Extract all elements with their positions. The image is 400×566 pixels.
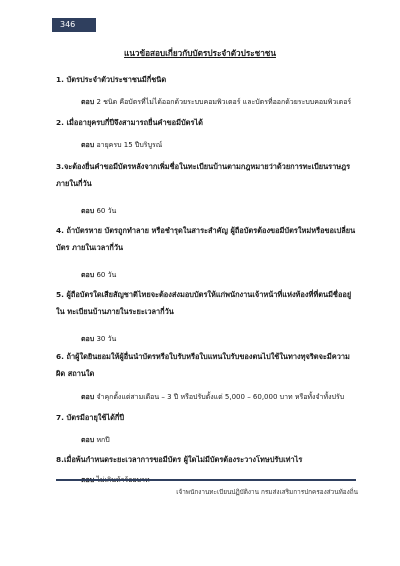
answer [81, 96, 356, 108]
page-title: แนวข้อสอบเกี่ยวกับบัตรประจำตัวประชาชน [124, 48, 276, 58]
footer-text: เจ้าพนักงานทะเบียนปฏิบัติงาน กรมส่งเสริมการปกครองส่วนท้องถิ่น [176, 488, 358, 496]
qa-item-4 [56, 222, 356, 281]
question: 8.เมื่อพ้นกำหนดระยะเวลาการขอมีบัตร ผู้ใดไม่มีบัตรต้องระวางโทษปรับเท่าไร [56, 455, 303, 464]
answer [81, 333, 356, 345]
answer-text: หกปี [96, 436, 110, 444]
answer-label: ตอบ [81, 393, 95, 401]
question: 2. เมื่ออายุครบกี่ปีจึงสามารถยื่นคำขอมีบัตรได้ [56, 118, 203, 127]
footer-divider [56, 479, 356, 481]
answer [81, 269, 356, 281]
answer-text: 60 วัน [96, 207, 117, 215]
answer-text: 2 ชนิด คือบัตรที่ไม่ได้ออกด้วยระบบคอมพิวเตอร์ และบัตรที่ออกด้วยระบบคอมพิวเตอร์ [96, 98, 352, 106]
answer-text: 60 วัน [96, 271, 117, 279]
qa-item-2 [56, 114, 356, 151]
answer [81, 139, 356, 151]
question: 6. ถ้าผู้ใดยินยอมให้ผู้อื่นนำบัตรหรือใบรับหรือใบแทนใบรับของตนไปใช้ในทางทุจริตจะมีความผิด สถานใด [56, 352, 350, 378]
answer-label: ตอบ [81, 207, 95, 215]
question: 3.จะต้องยื่นคำขอมีบัตรหลังจากเพิ่มชื่อในทะเบียนบ้านตามกฎหมายว่าด้วยการทะเบียนราษฎร ภายในกี่วัน [56, 162, 351, 188]
answer-label: ตอบ [81, 436, 95, 444]
qa-item-7 [56, 409, 356, 446]
answer [81, 434, 356, 446]
qa-item-3 [56, 158, 356, 217]
qa-item-5 [56, 286, 356, 345]
answer-text: อายุครบ 15 ปีบริบูรณ์ [96, 141, 163, 149]
qa-item-1 [56, 71, 356, 108]
question: 1. บัตรประจำตัวประชาชนมีกี่ชนิด [56, 75, 167, 84]
page-number: 346 [52, 18, 96, 32]
answer-text: 30 วัน [96, 335, 117, 343]
question: 5. ผู้ถือบัตรใดเสียสัญชาติไทยจะต้องส่งมอบบัตรให้แก่พนักงานเจ้าหน้าที่แห่งท้องที่ที่ตนมีชื่ออยู่ใน ทะเบียนบ้านภายในระยะเวลากี่วัน [56, 290, 352, 316]
answer [81, 391, 356, 403]
question: 4. ถ้าบัตรหาย บัตรถูกทำลาย หรือชำรุดในสาระสำคัญ ผู้ถือบัตรต้องขอมีบัตรใหม่หรือขอเปลี่ยนบัตร ภายในเวลากี่วัน [56, 226, 356, 252]
question: 7. บัตรมีอายุใช้ได้กี่ปี [56, 413, 125, 422]
answer [81, 205, 356, 217]
qa-item-6 [56, 348, 356, 403]
answer-label: ตอบ [81, 271, 95, 279]
answer-text: จำคุกตั้งแต่สามเดือน – 3 ปี หรือปรับตั้งแต่ 5,000 – 60,000 บาท หรือทั้งจำทั้งปรับ [96, 393, 345, 401]
answer-label: ตอบ [81, 335, 95, 343]
answer-label: ตอบ [81, 98, 95, 106]
answer-label: ตอบ [81, 141, 95, 149]
